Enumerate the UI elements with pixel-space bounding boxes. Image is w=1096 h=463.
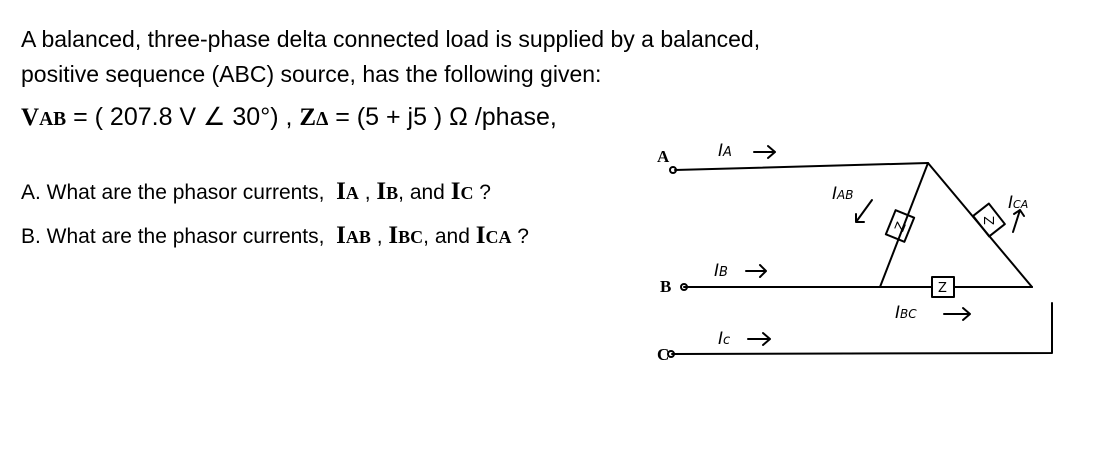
ic-label: Ic	[718, 329, 731, 349]
iab-symbol: IAB	[336, 222, 371, 249]
ic-arrow	[748, 333, 770, 345]
ia-arrow	[754, 146, 775, 158]
iab-arrow	[856, 200, 872, 222]
ica-label: ICA	[1008, 193, 1029, 213]
problem-line-1: A balanced, three-phase delta connected load is supplied by a balanced,	[21, 26, 761, 52]
node-a-terminal	[670, 167, 676, 173]
problem-line-2: positive sequence (ABC) source, has the following given:	[21, 61, 602, 87]
ibc-label: IBC	[895, 303, 917, 323]
node-c-label: C	[657, 345, 670, 364]
z-delta-value: = (5 + j5 ) Ω /phase,	[328, 103, 557, 131]
ia-label: IA	[718, 141, 732, 161]
vab-value: = ( 207.8 V ∠ 30°) ,	[66, 103, 300, 131]
question-a: A. What are the phasor currents, IA , IB, and IC ?	[21, 178, 491, 205]
ica-arrow	[1013, 210, 1024, 232]
line-a-wire	[675, 163, 928, 170]
ibc-symbol: IBC	[388, 222, 424, 249]
ia-symbol: IA	[336, 178, 359, 205]
ica-symbol: ICA	[475, 222, 512, 249]
question-b: B. What are the phasor currents, IAB , IBC, and ICA ?	[21, 222, 529, 249]
ic-symbol: IC	[450, 178, 474, 205]
ib-arrow	[746, 265, 766, 277]
node-a-label: A	[657, 147, 670, 166]
node-b-label: B	[660, 277, 672, 296]
impedance-bc-label: Z	[938, 281, 947, 296]
iab-label: IAB	[832, 184, 854, 204]
vab-symbol: VAB	[21, 104, 67, 131]
impedance-ca-label: Z	[983, 216, 998, 225]
ib-symbol: IB	[376, 178, 399, 205]
ibc-arrow	[944, 308, 970, 320]
impedance-ab-label: Z	[892, 220, 910, 235]
z-delta-symbol: ZΔ	[299, 104, 329, 131]
ib-label: IB	[714, 261, 728, 281]
